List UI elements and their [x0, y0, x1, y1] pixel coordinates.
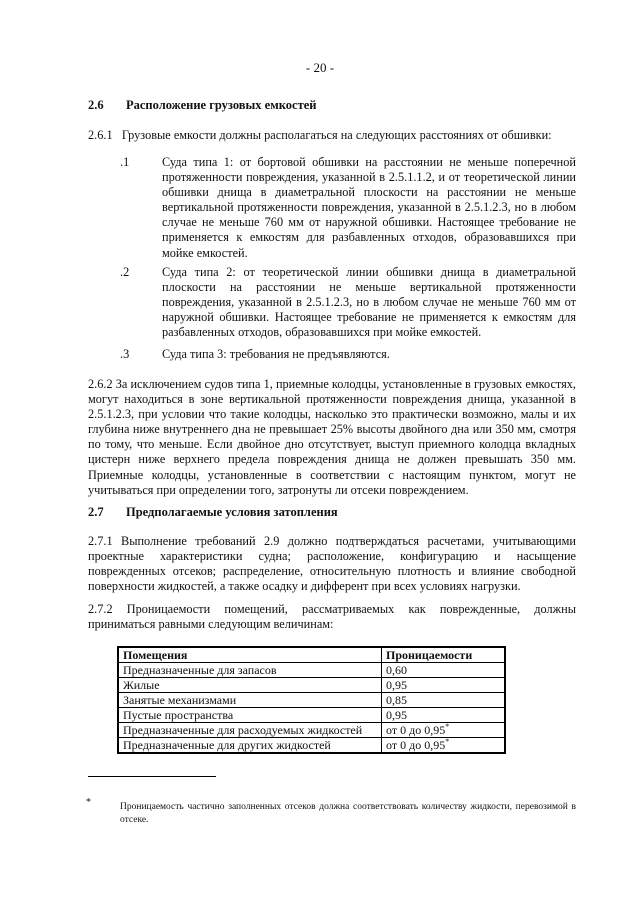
section-number: 2.6 — [88, 98, 104, 112]
paragraph-2-7-2: 2.7.2 Проницаемости помещений, рассматриваемых как поврежденные, должны приниматься равными следующим величинам: — [88, 602, 576, 632]
table-row — [118, 723, 505, 738]
table-cell: 0,95 — [382, 708, 506, 723]
list-marker: .1 — [120, 155, 130, 169]
table-cell: Занятые механизмами — [118, 693, 382, 708]
table-row — [118, 708, 505, 723]
list-item — [120, 347, 576, 362]
list-marker: .2 — [120, 265, 130, 279]
section-number: 2.7 — [88, 505, 104, 519]
section-heading-2-6 — [88, 98, 316, 113]
table-header-row — [118, 647, 505, 663]
table-cell: Предназначенные для других жидкостей — [118, 738, 382, 754]
list-item-text: Суда типа 1: от бортовой обшивки на расстоянии не меньше поперечной протяженности повреждения, указанной в 2.5.1.1.2, и от теоретической линии обшивки днища в диаметральной плоскости на расстоянии не меньше вертикальной протяженности повреждения, указанной в 2.5.1.2.3, но в любом случае не меньше 760 мм от наружной обшивки. Настоящее требование не применяется к емкостям для разбавленных отходов, образовавшихся при мойке емкостей. — [162, 155, 576, 260]
table-cell: 0,95 — [382, 678, 506, 693]
column-header-permeability: Проницаемости — [382, 647, 506, 663]
list-item-text: Суда типа 2: от теоретической линии обшивки днища в диаметральной плоскости на расстоянии не меньше вертикальной протяженности повреждения, указанной в 2.5.1.2.3, но в любом случае не меньше 760 мм от наружной обшивки. Настоящее требование не применяется к емкостям для разбавленных отходов, образовавшихся при мойке емкостей. — [162, 265, 576, 340]
table-row — [118, 693, 505, 708]
list-item — [120, 155, 576, 261]
section-title: Предполагаемые условия затопления — [126, 505, 338, 519]
table-cell: Предназначенные для расходуемых жидкостей — [118, 723, 382, 738]
table-row — [118, 738, 505, 754]
table-cell: от 0 до 0,95* — [382, 738, 506, 754]
paragraph-2-6-1: 2.6.1 Грузовые емкости должны располагаться на следующих расстояниях от обшивки: — [88, 128, 552, 142]
table-cell: 0,60 — [382, 663, 506, 678]
footnote-divider — [88, 776, 216, 777]
section-heading-2-7 — [88, 505, 338, 520]
section-title: Расположение грузовых емкостей — [126, 98, 317, 112]
table-cell: от 0 до 0,95* — [382, 723, 506, 738]
footnote-text: Проницаемость частично заполненных отсеков должна соответствовать количеству жидкости, перевозимой в отсеке. — [120, 802, 576, 825]
list-item — [120, 265, 576, 340]
table-cell: Предназначенные для запасов — [118, 663, 382, 678]
footnote-ref: * — [445, 737, 450, 746]
page-number: - 20 - — [305, 60, 335, 75]
permeability-table — [117, 646, 506, 754]
column-header-spaces: Помещения — [118, 647, 382, 663]
table-cell: Жилые — [118, 678, 382, 693]
footnote-ref: * — [445, 722, 450, 731]
table-cell: 0,85 — [382, 693, 506, 708]
list-marker: .3 — [120, 347, 130, 361]
table-row — [118, 678, 505, 693]
table-row — [118, 663, 505, 678]
paragraph-2-6-2: 2.6.2 За исключением судов типа 1, приемные колодцы, установленные в грузовых емкостях, могут находиться в зоне вертикальной протяженности повреждения днища, указанной в 2.5.1.2.3, при условии что такие колодцы, насколько это практически возможно, малы и их глубина ниже внутреннего дна не превышает 25% высоты двойного дна или 350 мм, смотря по тому, что меньше. Если двойное дно отсутствует, выступ приемного колодца вкладных цистерн ниже верхнего предела повреждения днища не должен превышать 350 мм. Приемные колодцы, установленные в соответствии с настоящим пунктом, могут не учитываться при определении того, затронуты ли отсеки повреждением. — [88, 377, 576, 497]
paragraph-2-7-1: 2.7.1 Выполнение требований 2.9 должно подтверждаться расчетами, учитывающими проектные характеристики судна; расположение, конфигурацию и насыщение поврежденных отсеков; распределение, относительную плотность и влияние свободной поверхности жидкостей, а также осадку и дифферент при всех условиях нагрузки. — [88, 534, 576, 594]
footnote-marker: * — [86, 797, 91, 808]
table-cell: Пустые пространства — [118, 708, 382, 723]
list-item-text: Суда типа 3: требования не предъявляются. — [162, 347, 390, 361]
